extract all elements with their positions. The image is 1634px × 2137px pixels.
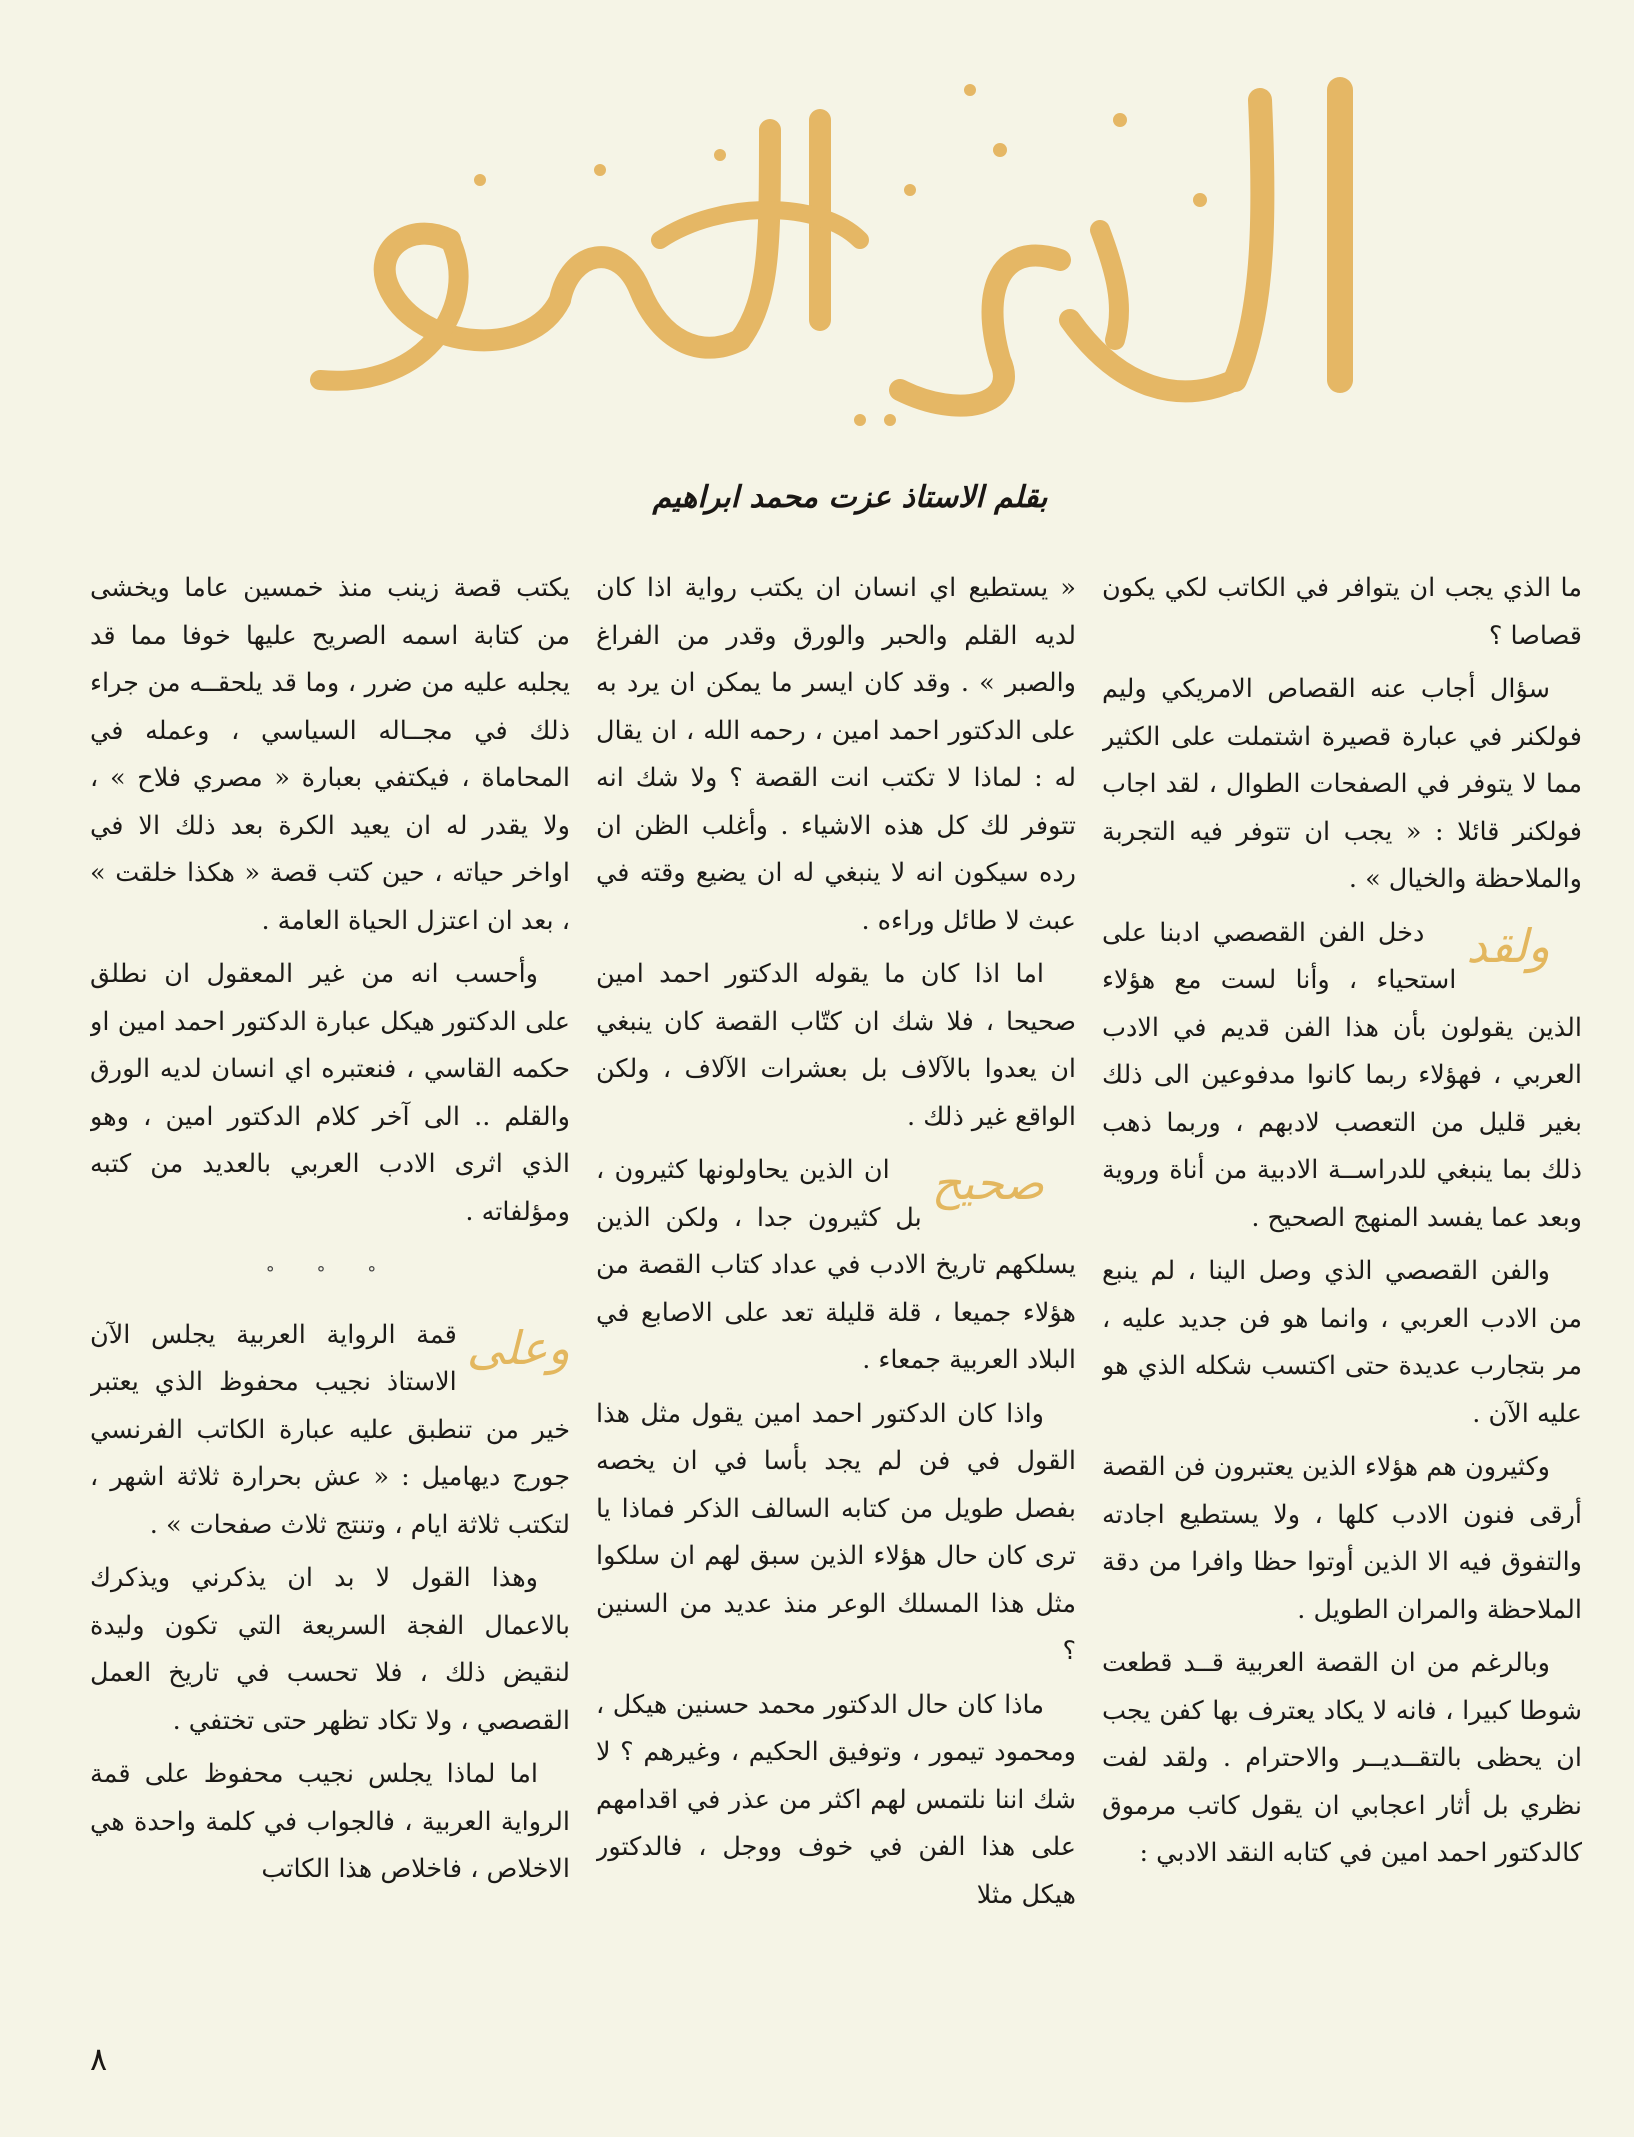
column-middle [596,565,1076,2035]
column-left [90,565,570,2035]
paragraph-text: قمة الرواية العربية يجلس الآن الاستاذ نجيب محفوظ الذي يعتبر خير من تنطبق عليه عبارة الكاتب الفرنسي جورج ديهاميل : « عش بحرارة ثلاثة اشهر ، لتكتب ثلاثة ايام ، وتنتج ثلاث صفحات » . [90,1319,570,1540]
paragraph: واذا كان الدكتور احمد امين يقول مثل هذا القول في فن لم يجد بأسا في ان يخصه بفصل طويل من كتابه السالف الذكر فماذا يا ترى كان حال هؤلاء الذين سبق لهم ان سلكوا مثل هذا المسلك الوعر منذ عديد من السنين ؟ [596,1398,1076,1666]
drop-initial: وعلى [466,1320,570,1375]
paragraph: وهذا القول لا بد ان يذكرني ويذكرك بالاعمال الفجة السريعة التي تكون وليدة لنقيض ذلك ، فلا تحسب في تاريخ العمل القصصي ، ولا تكاد تظهر حتى تختفي . [90,1563,570,1736]
paragraph: ماذا كان حال الدكتور محمد حسنين هيكل ، ومحمود تيمور ، وتوفيق الحكيم ، وغيرهم ؟ لا شك اننا نلتمس لهم اكثر من عذر في اقدامهم على هذا الفن في خوف ووجل ، فالدكتور هيكل مثلا [596,1689,1076,1910]
section-separator: ° ° ° [265,1263,395,1284]
paragraph: سؤال أجاب عنه القصاص الامريكي وليم فولكنر في عبارة قصيرة اشتملت على الكثير مما لا يتوفر في الصفحات الطوال ، لقد اجاب فولكنر قائلا : « يجب ان تتوفر فيه التجربة والملاحظة والخيال » . [1102,674,1582,894]
byline: بقلم الاستاذ عزت محمد ابراهيم [652,480,1048,515]
title-calligraphy-graphic [300,60,1400,460]
paragraph [596,1147,1076,1385]
paragraph: ما الذي يجب ان يتوافر في الكاتب لكي يكون قصاصا ؟ [1102,573,1582,651]
drop-initial: صحيح [931,1156,1044,1210]
paragraph: اما لماذا يجلس نجيب محفوظ على قمة الرواية العربية ، فالجواب في كلمة واحدة هي الاخلاص ، فاخلاص هذا الكاتب [90,1759,570,1884]
paragraph: والفن القصصي الذي وصل الينا ، لم ينبع من الادب العربي ، وانما هو فن جديد عليه ، مر بتجارب عديدة حتى اكتسب شكله الذي هو عليه الآن . [1102,1256,1582,1429]
paragraph: وأحسب انه من غير المعقول ان نطلق على الدكتور هيكل عبارة الدكتور احمد امين او حكمه القاسي ، فنعتبره اي انسان لديه الورق والقلم .. الى آخر كلام الدكتور امين ، وهو الذي اثرى الادب العربي بالعديد من كتبه ومؤلفاته . [90,959,570,1227]
calligraphic-title [300,60,1400,460]
paragraph-text: دخل الفن القصصي ادبنا على استحياء ، وأنا لست مع هؤلاء الذين يقولون بأن هذا الفن قديم في الادب العربي ، فهؤلاء ربما كانوا مدفوعين الى ذلك بغير قليل من التعصب لادبهم ، وربما ذهب ذلك بما ينبغي للدراســة الادبية من أناة وروية وبعد عما يفسد المنهج الصحيح . [1102,917,1582,1233]
paragraph: وكثيرون هم هؤلاء الذين يعتبرون فن القصة أرقى فنون الادب كلها ، ولا يستطيع اجادته والتفوق فيه الا الذين أوتوا حظا وافرا من دقة الملاحظة والمران الطويل . [1102,1452,1582,1625]
page-number: ٨ [90,2040,108,2078]
drop-initial: ولقد [1466,918,1550,973]
paragraph: اما اذا كان ما يقوله الدكتور احمد امين صحيحا ، فلا شك ان كتّاب القصة كان ينبغي ان يعدوا بالآلاف بل بعشرات الآلاف ، ولكن الواقع غير ذلك . [596,959,1076,1132]
paragraph: يكتب قصة زينب منذ خمسين عاما ويخشى من كتابة اسمه الصريح عليها خوفا مما قد يجلبه عليه من ضرر ، وما قد يلحقــه من جراء ذلك في مجــاله السياسي ، وعمله في المحاماة ، فيكتفي بعبارة « مصري فلاح » ، ولا يقدر له ان يعيد الكرة بعد ذلك الا في اواخر حياته ، حين كتب قصة « هكذا خلقت » ، بعد ان اعتزل الحياة العامة . [90,573,570,936]
paragraph [1102,910,1582,1243]
paragraph [90,1312,570,1550]
paragraph: « يستطيع اي انسان ان يكتب رواية اذا كان لديه القلم والحبر والورق وقدر من الفراغ والصبر » . وقد كان ايسر ما يمكن ان يرد به على الدكتور احمد امين ، رحمه الله ، ان يقال له : لماذا لا تكتب انت القصة ؟ ولا شك انه تتوفر لك كل هذه الاشياء . وأغلب الظن ان رده سيكون انه لا ينبغي له ان يضيع وقته في عبث لا طائل وراءه . [596,573,1076,936]
paragraph-text: ان الذين يحاولونها كثيرون ، بل كثيرون جدا ، ولكن الذين يسلكهم تاريخ الادب في عداد كتاب القصة من هؤلاء جميعا ، قلة قليلة تعد على الاصابع في البلاد العربية جمعاء . [596,1155,1076,1375]
paragraph: وبالرغم من ان القصة العربية قــد قطعت شوطا كبيرا ، فانه لا يكاد يعترف بها كفن يجب ان يحظى بالتقــديــر والاحترام . ولقد لفت نظري بل أثار اعجابي ان يقول كاتب مرموق كالدكتور احمد امين في كتابه النقد الادبي : [1102,1648,1582,1868]
column-right [1102,565,1582,2035]
